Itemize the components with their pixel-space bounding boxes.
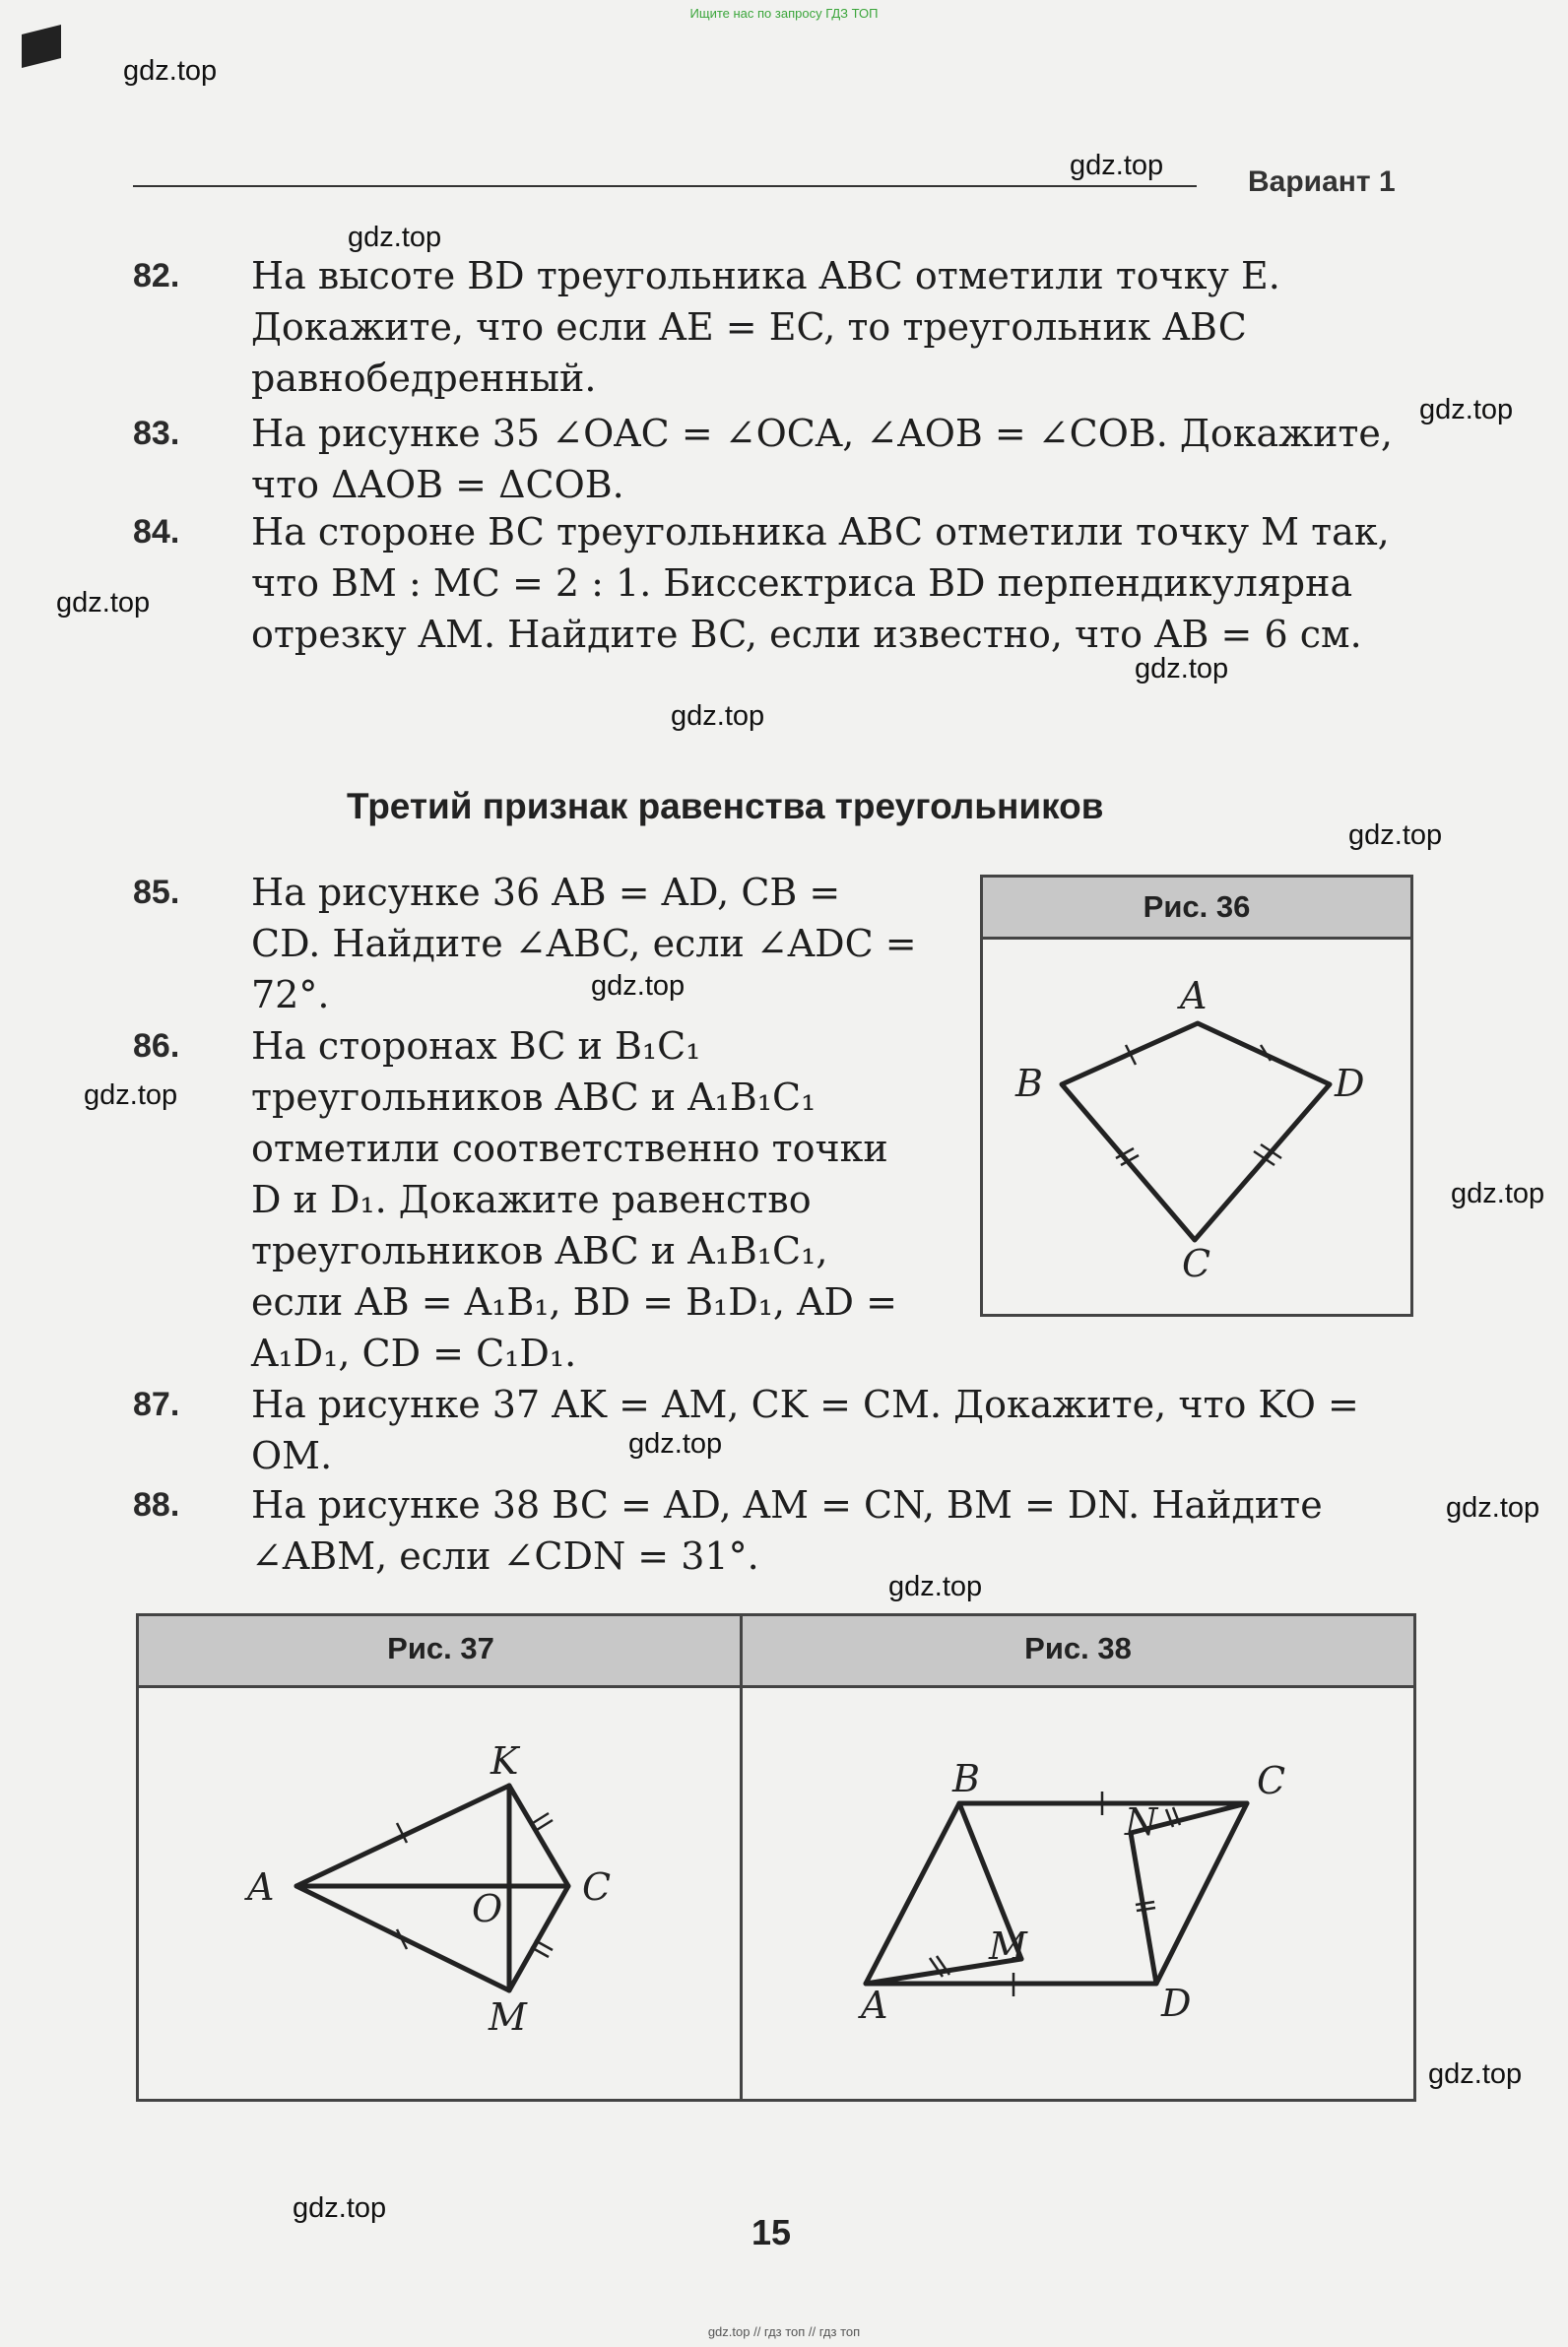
vertex-label: K [490,1739,519,1783]
vertex-label: A [861,1984,888,2027]
watermark: gdz.top [1419,394,1514,425]
vertex-label: B [1015,1062,1043,1105]
watermark: gdz.top [1135,653,1229,685]
problem-text: На рисунке 35 ∠OAC = ∠OCA, ∠AOB = ∠COB. Докажите, что ΔAOB = ΔCOB. [251,412,1393,506]
watermark: gdz.top [1348,819,1443,851]
problem-number: 84. [133,513,180,551]
figure-37-drawing [139,1616,743,2099]
vertex-label: A [247,1865,275,1909]
vertex-label: O [472,1887,503,1930]
watermark: gdz.top [671,700,765,732]
bottom-note[interactable]: gdz.top // гдз топ // гдз топ [707,2324,861,2339]
problem-85 [133,867,921,1020]
watermark: gdz.top [628,1428,723,1460]
problem-text: На рисунке 37 AK = AM, CK = CM. Докажите, что KO = OM. [251,1383,1359,1477]
problem-number: 85. [133,874,180,911]
problem-text: На высоте BD треугольника ABC отметили точку E. Докажите, что если AE = EC, то треугольник ABC равнобедренный. [251,254,1280,400]
scan-corner-artifact [22,25,61,68]
figure-title: Рис. 37 [139,1616,743,1688]
variant-label: Вариант 1 [1248,165,1396,198]
watermark: gdz.top [293,2192,387,2224]
problem-text: На сторонах BC и B₁C₁ треугольников ABC и A₁B₁C₁ отметили соответственно точки D и D₁. Докажите равенство треугольников ABC и A₁B₁C₁, если AB = A₁B₁, BD = B₁D₁, AD = A₁D₁, CD = C₁D₁. [251,1024,897,1375]
figure-36 [980,875,1413,1317]
vertex-label: C [1182,1242,1211,1285]
problem-text: На рисунке 36 AB = AD, CB = CD. Найдите ∠ABC, если ∠ADC = 72°. [251,871,917,1016]
vertex-label: D [1161,1982,1192,2025]
problem-number: 82. [133,257,180,294]
problem-number: 88. [133,1486,180,1524]
figure-title: Рис. 36 [983,878,1410,940]
watermark: gdz.top [888,1571,983,1602]
figure-38 [740,1613,1416,2102]
problem-82 [133,250,1413,404]
section-title: Третий признак равенства треугольников [347,786,1104,826]
vertex-label: C [1257,1759,1286,1802]
problem-number: 87. [133,1386,180,1423]
vertex-label: B [952,1757,980,1800]
header-rule [133,185,1197,187]
vertex-label: A [1180,974,1208,1017]
watermark: gdz.top [1070,150,1164,181]
vertex-label: M [989,1924,1027,1968]
page-number: 15 [751,2212,792,2252]
watermark: gdz.top [56,587,151,619]
vertex-label: C [582,1865,612,1909]
problem-83 [133,408,1413,510]
watermark: gdz.top [348,222,442,253]
problem-text: На стороне BC треугольника ABC отметили точку M так, что BM : MC = 2 : 1. Биссектриса BD перпендикулярна отрезку AM. Найдите BC, если известно, что AB = 6 см. [251,510,1390,656]
problem-88 [133,1479,1413,1582]
watermark: gdz.top [591,970,686,1002]
problem-84 [133,506,1413,660]
problem-86 [133,1020,921,1379]
vertex-label: D [1335,1062,1365,1105]
figure-38-drawing [743,1616,1413,2099]
watermark: gdz.top [123,55,218,87]
problem-text: На рисунке 38 BC = AD, AM = CN, BM = DN. Найдите ∠ABM, если ∠CDN = 31°. [251,1483,1323,1578]
figure-36-drawing [983,878,1410,1314]
problem-number: 83. [133,415,180,452]
watermark: gdz.top [1451,1178,1545,1209]
vertex-label: N [1125,1800,1158,1844]
watermark: gdz.top [1428,2058,1523,2090]
figure-title: Рис. 38 [743,1616,1413,1688]
top-note[interactable]: Ищите нас по запросу ГДЗ ТОП [689,6,879,21]
figure-37 [136,1613,746,2102]
vertex-label: M [489,1995,527,2039]
problem-number: 86. [133,1027,180,1065]
watermark: gdz.top [84,1079,178,1111]
watermark: gdz.top [1446,1492,1540,1524]
problem-87 [133,1379,1413,1481]
